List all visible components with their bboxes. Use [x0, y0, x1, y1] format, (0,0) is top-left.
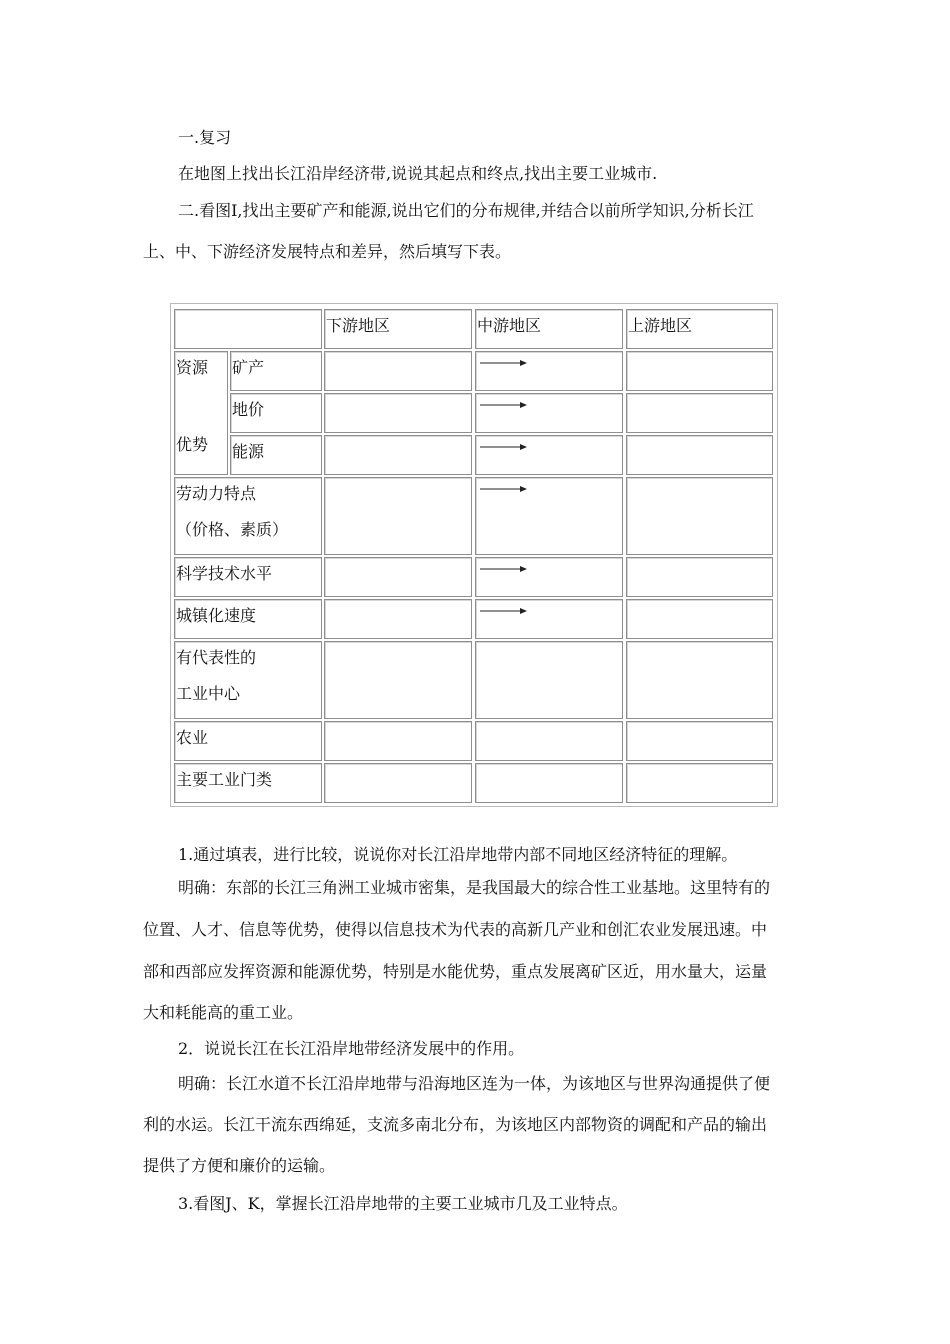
- row-label-energy: [230, 435, 322, 475]
- arrow-right-icon: [480, 400, 528, 410]
- row-label-text: 劳动力特点: [176, 484, 257, 503]
- table-cell[interactable]: [626, 641, 773, 719]
- table-cell[interactable]: [626, 721, 773, 761]
- answer-2-line2: 利的水运。长江干流东西绵延，支流多南北分布，为该地区内部物资的调配和产品的输出: [143, 1115, 768, 1134]
- table-cell[interactable]: [626, 557, 773, 597]
- table-cell[interactable]: [324, 641, 472, 719]
- row-label-industry-types: [174, 763, 322, 803]
- table-cell[interactable]: [626, 393, 773, 433]
- table-cell[interactable]: [475, 435, 623, 475]
- table-cell[interactable]: [475, 351, 623, 391]
- answer-1-line2: 位置、人才、信息等优势，使得以信息技术为代表的高新几产业和创汇农业发展迅速。中: [143, 920, 768, 939]
- header-cell-midstream: [475, 309, 623, 349]
- table-cell[interactable]: [324, 721, 472, 761]
- group-label-advantage: 优势: [176, 435, 209, 454]
- row-label-land-price: [230, 393, 322, 433]
- table-cell[interactable]: [324, 393, 472, 433]
- arrow-right-icon: [480, 358, 528, 368]
- table-cell[interactable]: [324, 435, 472, 475]
- arrow-right-icon: [480, 564, 528, 574]
- resource-group-cell: [174, 351, 228, 475]
- row-label-agriculture: [174, 721, 322, 761]
- table-cell[interactable]: [475, 641, 623, 719]
- paragraph-instruction-line1: 二.看图I,找出主要矿产和能源,说出它们的分布规律,并结合以前所学知识,分析长江: [178, 201, 754, 220]
- answer-1-line3: 部和西部应发挥资源和能源优势，特别是水能优势，重点发展离矿区近，用水量大，运量: [143, 962, 768, 981]
- table-cell[interactable]: [324, 599, 472, 639]
- row-label-text: 地价: [232, 400, 265, 419]
- row-label-urbanization: [174, 599, 322, 639]
- row-label-text: 有代表性的: [176, 648, 257, 667]
- header-downstream: 下游地区: [326, 316, 391, 335]
- header-corner-cell: [174, 309, 322, 349]
- table-cell[interactable]: [324, 477, 472, 555]
- group-label-resource: 资源: [176, 358, 209, 377]
- header-upstream: 上游地区: [628, 316, 693, 335]
- table-cell[interactable]: [475, 477, 623, 555]
- row-label-subtext: 工业中心: [176, 684, 241, 703]
- answer-1-line1: 明确：东部的长江三角洲工业城市密集，是我国最大的综合性工业基地。这里特有的: [178, 878, 771, 897]
- table-cell[interactable]: [475, 721, 623, 761]
- row-label-text: 农业: [176, 728, 209, 747]
- table-cell[interactable]: [626, 351, 773, 391]
- paragraph-instruction-line2: 上、中、下游经济发展特点和差异，然后填写下表。: [143, 242, 512, 261]
- comparison-table: [170, 303, 778, 807]
- table-cell[interactable]: [324, 351, 472, 391]
- table-cell[interactable]: [475, 763, 623, 803]
- table-cell[interactable]: [475, 557, 623, 597]
- table-cell[interactable]: [626, 477, 773, 555]
- answer-2-line1: 明确：长江水道不长江沿岸地带与沿海地区连为一体，为该地区与世界沟通提供了便: [178, 1074, 771, 1093]
- row-label-subtext: （价格、素质）: [176, 520, 289, 539]
- question-2: 2．说说长江在长江沿岸地带经济发展中的作用。: [178, 1039, 525, 1058]
- table-cell[interactable]: [324, 763, 472, 803]
- row-label-industrial-center: [174, 641, 322, 719]
- table-cell[interactable]: [626, 599, 773, 639]
- arrow-right-icon: [480, 442, 528, 452]
- answer-1-line4: 大和耗能高的重工业。: [143, 1003, 304, 1022]
- row-label-text: 科学技术水平: [176, 564, 273, 583]
- row-label-text: 能源: [232, 442, 265, 461]
- table-cell[interactable]: [626, 435, 773, 475]
- question-1: 1.通过填表，进行比较，说说你对长江沿岸地带内部不同地区经济特征的理解。: [178, 845, 738, 864]
- table-cell[interactable]: [626, 763, 773, 803]
- row-label-mineral: [230, 351, 322, 391]
- question-3: 3.看图J、K，掌握长江沿岸地带的主要工业城市几及工业特点。: [178, 1194, 628, 1213]
- arrow-right-icon: [480, 606, 528, 616]
- row-label-technology: [174, 557, 322, 597]
- table-cell[interactable]: [475, 599, 623, 639]
- arrow-right-icon: [480, 484, 528, 494]
- table-cell[interactable]: [475, 393, 623, 433]
- section-heading-review: 一.复习: [178, 128, 232, 147]
- row-label-text: 矿产: [232, 358, 265, 377]
- row-label-labor: [174, 477, 322, 555]
- row-label-text: 城镇化速度: [176, 606, 257, 625]
- header-midstream: 中游地区: [477, 316, 542, 335]
- table-cell[interactable]: [324, 557, 472, 597]
- row-label-text: 主要工业门类: [176, 770, 273, 789]
- header-cell-upstream: [626, 309, 773, 349]
- answer-2-line3: 提供了方便和廉价的运输。: [143, 1156, 336, 1175]
- paragraph-find-belt: 在地图上找出长江沿岸经济带,说说其起点和终点,找出主要工业城市.: [178, 164, 658, 183]
- header-cell-downstream: [324, 309, 472, 349]
